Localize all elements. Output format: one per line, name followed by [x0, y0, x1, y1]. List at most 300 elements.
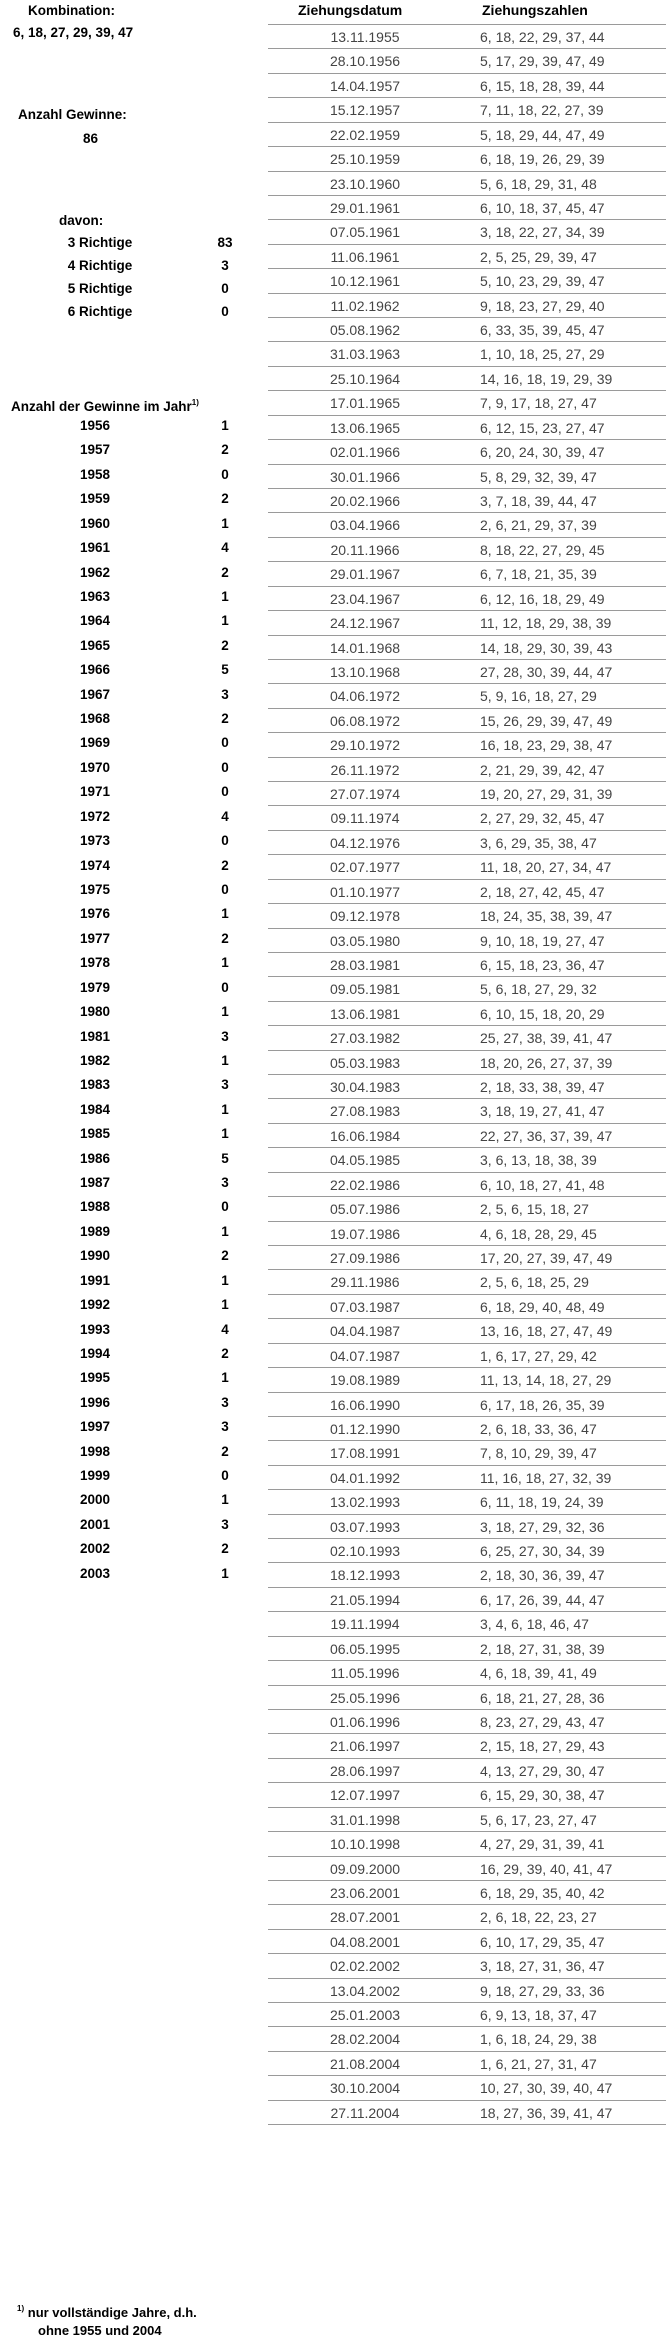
row-separator [268, 586, 666, 587]
year-count: 1 [221, 1223, 229, 1239]
draw-numbers: 6, 33, 35, 39, 45, 47 [480, 322, 605, 339]
year-label: 2001 [79, 1516, 111, 1532]
header-ziehungsdatum: Ziehungsdatum [298, 2, 403, 18]
draw-date: 06.08.1972 [329, 712, 401, 729]
year-count: 2 [221, 1443, 229, 1459]
year-label: 1986 [79, 1150, 111, 1166]
draw-date: 13.04.2002 [329, 1982, 401, 1999]
year-count: 1 [221, 1126, 229, 1142]
draw-date: 19.08.1989 [329, 1372, 401, 1389]
draw-date: 13.06.1965 [329, 419, 401, 436]
draw-date: 21.06.1997 [329, 1738, 401, 1755]
row-separator [268, 1050, 666, 1051]
draw-numbers: 6, 18, 29, 35, 40, 42 [480, 1884, 605, 1901]
draw-date: 13.10.1968 [329, 663, 401, 680]
draw-numbers: 2, 18, 30, 36, 39, 47 [480, 1567, 605, 1584]
draw-numbers: 6, 18, 19, 26, 29, 39 [480, 151, 605, 168]
row-separator [268, 732, 666, 733]
draw-numbers: 11, 18, 20, 27, 34, 47 [480, 859, 612, 876]
year-count: 2 [221, 637, 229, 653]
draw-numbers: 25, 27, 38, 39, 41, 47 [480, 1030, 613, 1047]
year-label: 1975 [79, 881, 111, 897]
year-label: 1970 [79, 759, 111, 775]
row-separator [268, 879, 666, 880]
year-label: 1973 [79, 833, 111, 849]
draw-date: 23.10.1960 [329, 175, 401, 192]
draw-date: 07.03.1987 [329, 1298, 401, 1315]
draw-numbers: 6, 25, 27, 30, 34, 39 [480, 1543, 605, 1560]
draw-numbers: 6, 12, 15, 23, 27, 47 [480, 419, 605, 436]
draw-date: 31.01.1998 [329, 1811, 401, 1828]
row-separator [268, 195, 666, 196]
draw-numbers: 13, 16, 18, 27, 47, 49 [480, 1323, 613, 1340]
draw-date: 28.10.1956 [329, 53, 401, 70]
year-label: 1987 [79, 1175, 111, 1191]
draw-numbers: 2, 15, 18, 27, 29, 43 [480, 1738, 605, 1755]
row-separator [268, 1343, 666, 1344]
draw-date: 16.06.1984 [329, 1127, 401, 1144]
year-label: 1977 [79, 930, 111, 946]
draw-numbers: 3, 18, 27, 31, 36, 47 [480, 1958, 605, 1975]
draw-date: 05.03.1983 [329, 1054, 401, 1071]
draw-numbers: 3, 4, 6, 18, 46, 47 [480, 1616, 589, 1633]
draw-numbers: 27, 28, 30, 39, 44, 47 [480, 663, 613, 680]
year-label: 1976 [79, 906, 111, 922]
draw-date: 02.10.1993 [329, 1543, 401, 1560]
year-count: 0 [221, 735, 229, 751]
year-count: 2 [221, 564, 229, 580]
draw-numbers: 14, 18, 29, 30, 39, 43 [480, 639, 613, 656]
row-separator [268, 1465, 666, 1466]
draw-numbers: 7, 9, 17, 18, 27, 47 [480, 395, 597, 412]
draw-date: 31.03.1963 [329, 346, 401, 363]
row-separator [268, 24, 666, 25]
draw-date: 19.11.1994 [330, 1616, 400, 1633]
draw-date: 27.09.1986 [329, 1250, 401, 1266]
draw-date: 03.04.1966 [329, 517, 401, 534]
year-count: 1 [221, 515, 229, 531]
year-label: 1995 [79, 1370, 111, 1386]
draw-date: 23.06.2001 [329, 1884, 401, 1901]
draw-numbers: 5, 6, 17, 23, 27, 47 [480, 1811, 597, 1828]
row-separator [268, 805, 666, 806]
row-separator [268, 537, 666, 538]
draw-numbers: 6, 9, 13, 18, 37, 47 [480, 2007, 597, 2024]
year-label: 1988 [79, 1199, 111, 1215]
row-separator [268, 390, 666, 391]
draw-date: 27.11.2004 [330, 2104, 400, 2121]
draw-numbers: 2, 6, 18, 22, 23, 27 [480, 1909, 597, 1926]
year-label: 1994 [79, 1345, 111, 1361]
year-label: 1969 [79, 735, 111, 751]
davon-label: davon: [59, 213, 104, 228]
year-count: 1 [221, 1370, 229, 1386]
draw-numbers: 6, 18, 29, 40, 48, 49 [480, 1298, 605, 1315]
row-separator [268, 854, 666, 855]
row-separator [268, 1978, 666, 1979]
row-separator [268, 2026, 666, 2027]
year-count: 1 [221, 1565, 229, 1581]
row-separator [268, 146, 666, 147]
draw-date: 25.01.2003 [329, 2007, 401, 2024]
year-label: 1960 [79, 515, 111, 531]
draw-numbers: 6, 10, 18, 27, 41, 48 [480, 1176, 605, 1193]
draw-date: 26.11.1972 [330, 761, 400, 778]
year-label: 1983 [79, 1077, 111, 1093]
richtige-value: 0 [221, 304, 229, 319]
draw-numbers: 6, 10, 18, 37, 45, 47 [480, 199, 605, 216]
row-separator [268, 561, 666, 562]
row-separator [268, 1636, 666, 1637]
draw-numbers: 16, 29, 39, 40, 41, 47 [480, 1860, 613, 1877]
year-label: 1962 [79, 564, 111, 580]
draw-date: 27.03.1982 [329, 1030, 401, 1047]
row-separator [268, 1269, 666, 1270]
draw-numbers: 18, 20, 26, 27, 37, 39 [480, 1054, 613, 1071]
draw-date: 23.04.1967 [329, 590, 401, 607]
draw-date: 03.07.1993 [329, 1518, 401, 1535]
row-separator [268, 317, 666, 318]
row-separator [268, 341, 666, 342]
year-count: 3 [221, 686, 229, 702]
year-count: 4 [221, 1321, 229, 1337]
draw-numbers: 6, 10, 17, 29, 35, 47 [480, 1933, 605, 1950]
draw-date: 02.02.2002 [329, 1958, 401, 1975]
draw-numbers: 4, 6, 18, 39, 41, 49 [480, 1665, 597, 1682]
year-count: 2 [221, 1345, 229, 1361]
draw-date: 12.07.1997 [329, 1787, 401, 1804]
footnote-mark: 1) [17, 2304, 25, 2313]
draw-date: 27.07.1974 [329, 786, 401, 803]
footnote-line1: nur vollständige Jahre, d.h. [27, 2305, 197, 2320]
draw-date: 07.05.1961 [329, 224, 401, 241]
year-label: 2002 [79, 1541, 111, 1557]
draw-date: 11.06.1961 [330, 248, 400, 265]
year-count: 1 [221, 1492, 229, 1508]
year-label: 1985 [79, 1126, 111, 1142]
year-label: 1958 [79, 466, 111, 482]
draw-date: 17.01.1965 [329, 395, 401, 412]
year-label: 1956 [79, 418, 111, 433]
year-count: 0 [221, 1468, 229, 1484]
row-separator [268, 1953, 666, 1954]
year-label: 1978 [79, 955, 111, 971]
year-label: 1998 [79, 1443, 111, 1459]
draw-date: 04.08.2001 [329, 1933, 401, 1950]
year-count: 1 [221, 418, 229, 433]
draw-date: 20.11.1966 [330, 541, 400, 558]
draw-numbers: 6, 17, 26, 39, 44, 47 [480, 1591, 605, 1608]
year-label: 1996 [79, 1394, 111, 1410]
year-label: 1992 [79, 1297, 111, 1313]
draw-numbers: 19, 20, 27, 29, 31, 39 [480, 786, 613, 803]
year-count: 2 [221, 711, 229, 727]
year-count: 2 [221, 491, 229, 507]
row-separator [268, 415, 666, 416]
draw-numbers: 5, 8, 29, 32, 39, 47 [480, 468, 597, 485]
row-separator [268, 488, 666, 489]
draw-numbers: 1, 10, 18, 25, 27, 29 [480, 346, 605, 363]
row-separator [268, 2051, 666, 2052]
draw-date: 14.04.1957 [329, 77, 401, 94]
row-separator [268, 1392, 666, 1393]
year-count: 2 [221, 442, 229, 458]
draw-date: 29.11.1986 [330, 1274, 400, 1291]
year-label: 1993 [79, 1321, 111, 1337]
draw-date: 16.06.1990 [329, 1396, 401, 1413]
draw-numbers: 6, 15, 29, 30, 38, 47 [480, 1787, 605, 1804]
draw-date: 01.10.1977 [329, 883, 401, 900]
draw-date: 28.02.2004 [329, 2031, 401, 2048]
draw-date: 22.02.1986 [329, 1176, 401, 1193]
draw-numbers: 3, 6, 29, 35, 38, 47 [480, 834, 597, 851]
year-count: 5 [221, 662, 229, 678]
year-label: 1968 [79, 711, 111, 727]
draw-date: 05.07.1986 [329, 1201, 401, 1218]
draw-numbers: 5, 17, 29, 39, 47, 49 [480, 53, 605, 70]
row-separator [268, 171, 666, 172]
row-separator [268, 1367, 666, 1368]
draw-numbers: 9, 10, 18, 19, 27, 47 [480, 932, 605, 949]
draw-numbers: 2, 21, 29, 39, 42, 47 [480, 761, 605, 778]
row-separator [268, 1001, 666, 1002]
year-count: 1 [221, 613, 229, 629]
row-separator [268, 464, 666, 465]
draw-numbers: 5, 18, 29, 44, 47, 49 [480, 126, 605, 143]
row-separator [268, 683, 666, 684]
row-separator [268, 97, 666, 98]
year-count: 3 [221, 1077, 229, 1093]
draw-numbers: 2, 5, 6, 18, 25, 29 [480, 1274, 589, 1291]
row-separator [268, 1489, 666, 1490]
draw-date: 04.07.1987 [329, 1347, 401, 1364]
draw-numbers: 2, 27, 29, 32, 45, 47 [480, 810, 605, 827]
draw-date: 25.10.1959 [329, 151, 401, 168]
year-count: 3 [221, 1028, 229, 1044]
draw-numbers: 6, 12, 16, 18, 29, 49 [480, 590, 605, 607]
row-separator [268, 1709, 666, 1710]
row-separator [268, 1880, 666, 1881]
draw-numbers: 1, 6, 17, 27, 29, 42 [480, 1347, 597, 1364]
row-separator [268, 781, 666, 782]
row-separator [268, 1904, 666, 1905]
year-label: 1990 [79, 1248, 111, 1264]
header-ziehungszahlen: Ziehungszahlen [482, 2, 588, 18]
draw-numbers: 5, 10, 23, 29, 39, 47 [480, 273, 605, 290]
draw-numbers: 5, 9, 16, 18, 27, 29 [480, 688, 597, 705]
draw-numbers: 8, 23, 27, 29, 43, 47 [480, 1713, 605, 1730]
year-label: 1965 [79, 637, 111, 653]
draw-numbers: 6, 17, 18, 26, 35, 39 [480, 1396, 605, 1413]
draw-date: 04.05.1985 [329, 1152, 401, 1169]
row-separator [268, 1440, 666, 1441]
draw-date: 29.10.1972 [329, 737, 401, 754]
row-separator [268, 1587, 666, 1588]
draw-date: 14.01.1968 [329, 639, 401, 656]
draw-numbers: 6, 15, 18, 28, 39, 44 [480, 77, 605, 94]
draw-date: 28.07.2001 [329, 1909, 401, 1926]
row-separator [268, 244, 666, 245]
year-count: 1 [221, 1052, 229, 1068]
year-count: 2 [221, 857, 229, 873]
draw-numbers: 17, 20, 27, 39, 47, 49 [480, 1250, 613, 1266]
year-label: 1964 [79, 613, 111, 629]
row-separator [268, 1856, 666, 1857]
draw-numbers: 8, 18, 22, 27, 29, 45 [480, 541, 605, 558]
draw-numbers: 1, 6, 18, 24, 29, 38 [480, 2031, 597, 2048]
draw-date: 01.06.1996 [329, 1713, 401, 1730]
draw-date: 13.06.1981 [329, 1005, 401, 1022]
row-separator [268, 1514, 666, 1515]
draw-date: 21.08.2004 [329, 2055, 401, 2072]
row-separator [268, 2100, 666, 2101]
draw-numbers: 4, 27, 29, 31, 39, 41 [480, 1836, 605, 1853]
year-count: 0 [221, 881, 229, 897]
draw-date: 05.08.1962 [329, 322, 401, 339]
draw-date: 28.06.1997 [329, 1762, 401, 1779]
row-separator [268, 2002, 666, 2003]
year-count: 1 [221, 1004, 229, 1020]
row-separator [268, 1416, 666, 1417]
draw-date: 25.10.1964 [329, 370, 401, 387]
row-separator [268, 219, 666, 220]
draw-date: 09.05.1981 [329, 981, 401, 998]
draw-numbers: 14, 16, 18, 19, 29, 39 [480, 370, 613, 387]
row-separator [268, 928, 666, 929]
draw-numbers: 3, 18, 22, 27, 34, 39 [480, 224, 605, 241]
richtige-value: 3 [221, 258, 229, 273]
richtige-value: 83 [217, 235, 233, 250]
year-count: 0 [221, 833, 229, 849]
draw-numbers: 6, 10, 15, 18, 20, 29 [480, 1005, 605, 1022]
draw-date: 10.12.1961 [329, 273, 401, 290]
year-label: 2003 [79, 1565, 111, 1581]
row-separator [268, 1318, 666, 1319]
gewinne-value: 86 [83, 131, 99, 146]
draw-date: 24.12.1967 [329, 615, 401, 632]
draw-date: 02.07.1977 [329, 859, 401, 876]
draw-numbers: 2, 6, 21, 29, 37, 39 [480, 517, 597, 534]
row-separator [268, 1147, 666, 1148]
year-count: 1 [221, 906, 229, 922]
row-separator [268, 1562, 666, 1563]
row-separator [268, 1245, 666, 1246]
row-separator [268, 757, 666, 758]
row-separator [268, 1685, 666, 1686]
row-separator [268, 1929, 666, 1930]
year-label: 1972 [79, 808, 111, 824]
draw-numbers: 5, 6, 18, 27, 29, 32 [480, 981, 597, 998]
row-separator [268, 1733, 666, 1734]
row-separator [268, 659, 666, 660]
draw-numbers: 9, 18, 27, 29, 33, 36 [480, 1982, 605, 1999]
draw-numbers: 6, 15, 18, 23, 36, 47 [480, 956, 605, 973]
draw-date: 30.01.1966 [329, 468, 401, 485]
row-separator [268, 1538, 666, 1539]
row-separator [268, 610, 666, 611]
year-label: 1999 [79, 1468, 111, 1484]
year-count: 2 [221, 1541, 229, 1557]
draw-date: 15.12.1957 [329, 102, 401, 119]
draw-numbers: 5, 6, 18, 29, 31, 48 [480, 175, 597, 192]
jahr-label: Anzahl der Gewinne im Jahr [11, 399, 192, 414]
row-separator [268, 1807, 666, 1808]
year-count: 5 [221, 1150, 229, 1166]
draw-date: 02.01.1966 [329, 444, 401, 461]
row-separator [268, 1831, 666, 1832]
draw-date: 09.11.1974 [330, 810, 400, 827]
draw-numbers: 6, 20, 24, 30, 39, 47 [480, 444, 605, 461]
row-separator [268, 48, 666, 49]
year-label: 1963 [79, 588, 111, 604]
draw-numbers: 11, 13, 14, 18, 27, 29 [480, 1372, 612, 1389]
richtige-label: 4 Richtige [67, 258, 133, 273]
draw-date: 30.04.1983 [329, 1079, 401, 1096]
draw-date: 03.05.1980 [329, 932, 401, 949]
draw-numbers: 18, 24, 35, 38, 39, 47 [480, 908, 613, 925]
richtige-value: 0 [221, 281, 229, 296]
richtige-label: 3 Richtige [67, 235, 133, 250]
row-separator [268, 708, 666, 709]
year-count: 1 [221, 1297, 229, 1313]
draw-numbers: 2, 18, 27, 42, 45, 47 [480, 883, 605, 900]
row-separator [268, 1611, 666, 1612]
row-separator [268, 1025, 666, 1026]
draw-date: 27.08.1983 [329, 1103, 401, 1120]
row-separator [268, 1098, 666, 1099]
gewinne-label: Anzahl Gewinne: [18, 107, 127, 122]
draw-date: 25.05.1996 [329, 1689, 401, 1706]
draw-date: 29.01.1967 [329, 566, 401, 583]
year-label: 1982 [79, 1052, 111, 1068]
year-count: 4 [221, 540, 229, 556]
draw-date: 28.03.1981 [329, 956, 401, 973]
draw-numbers: 6, 11, 18, 19, 24, 39 [480, 1494, 604, 1511]
year-count: 4 [221, 808, 229, 824]
row-separator [268, 1123, 666, 1124]
year-label: 1961 [79, 540, 111, 556]
draw-date: 11.05.1996 [330, 1665, 400, 1682]
draw-numbers: 9, 18, 23, 27, 29, 40 [480, 297, 605, 314]
year-count: 0 [221, 784, 229, 800]
draw-date: 29.01.1961 [329, 199, 401, 216]
draw-numbers: 1, 6, 21, 27, 31, 47 [480, 2055, 597, 2072]
year-count: 3 [221, 1175, 229, 1191]
draw-numbers: 3, 7, 18, 39, 44, 47 [480, 492, 597, 509]
draw-date: 04.12.1976 [329, 834, 401, 851]
year-count: 3 [221, 1516, 229, 1532]
draw-numbers: 2, 5, 6, 15, 18, 27 [480, 1201, 589, 1218]
year-count: 1 [221, 955, 229, 971]
row-separator [268, 1221, 666, 1222]
year-label: 2000 [79, 1492, 111, 1508]
row-separator [268, 1660, 666, 1661]
year-count: 1 [221, 1101, 229, 1117]
draw-date: 06.05.1995 [329, 1640, 401, 1657]
row-separator [268, 122, 666, 123]
row-separator [268, 1074, 666, 1075]
draw-numbers: 3, 6, 13, 18, 38, 39 [480, 1152, 597, 1169]
row-separator [268, 635, 666, 636]
year-count: 0 [221, 466, 229, 482]
row-separator [268, 293, 666, 294]
year-label: 1959 [79, 491, 111, 507]
year-label: 1966 [79, 662, 111, 678]
year-count: 0 [221, 759, 229, 775]
year-count: 0 [221, 979, 229, 995]
draw-numbers: 2, 5, 25, 29, 39, 47 [480, 248, 597, 265]
year-count: 0 [221, 1199, 229, 1215]
